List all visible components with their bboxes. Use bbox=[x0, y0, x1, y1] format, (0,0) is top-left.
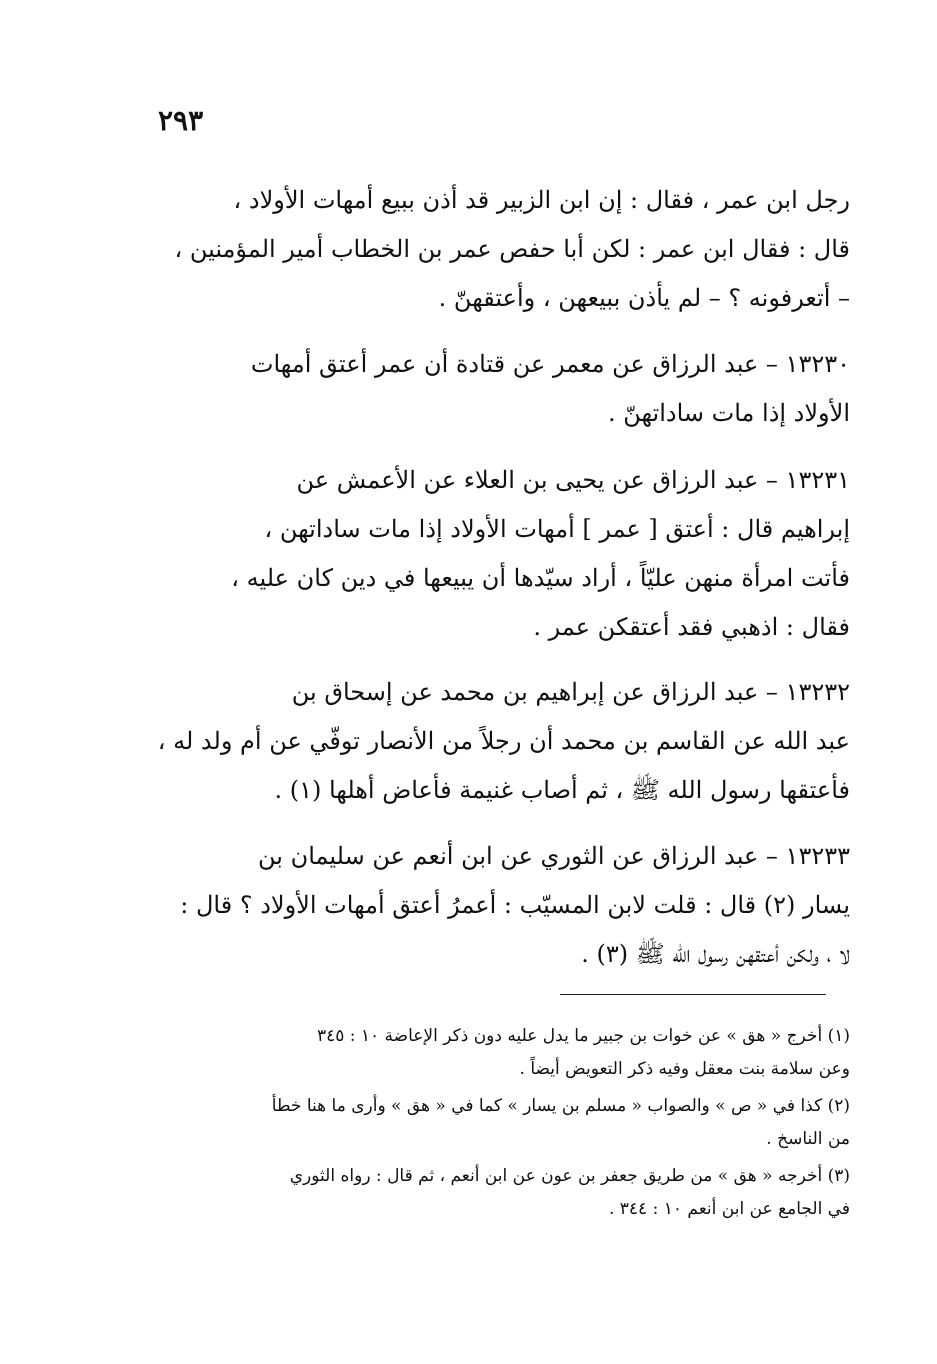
footnote-3 bbox=[150, 1160, 850, 1226]
footnote-line: وعن سلامة بنت معقل وفيه ذكر التعويض أيضاً . bbox=[519, 1059, 850, 1079]
footnote-line: (٢) كذا في « ص » والصواب « مسلم بن يسار » كما في « هق » وأرى ما هنا خطأ bbox=[271, 1096, 850, 1116]
text-line: قال : فقال ابن عمر : لكن أبا حفص عمر بن الخطاب أمير المؤمنين ، bbox=[174, 235, 850, 263]
paragraph-continuation bbox=[150, 176, 850, 323]
text-line: – أتعرفونه ؟ – لم يأذن ببيعهن ، وأعتقهنّ . bbox=[438, 284, 850, 312]
hadith-paragraph-13230 bbox=[150, 340, 850, 438]
footnote-divider bbox=[560, 994, 826, 995]
text-line: فأعتقها رسول الله ﷺ ، ثم أصاب غنيمة فأعاض أهلها (١) . bbox=[274, 776, 850, 804]
text-line: لا ، ولكن أعتقهن رسول الله ﷺ (٣) . bbox=[581, 940, 850, 968]
hadith-paragraph-13232 bbox=[150, 668, 850, 815]
footnote-line: (١) أخرج « هق » عن خوات بن جبير ما يدل عليه دون ذكر الإعاضة ١٠ : ٣٤٥ bbox=[316, 1026, 850, 1046]
text-line: ١٣٢٣١ – عبد الرزاق عن يحيى بن العلاء عن الأعمش عن bbox=[296, 466, 850, 494]
hadith-paragraph-13233 bbox=[150, 832, 850, 979]
hadith-paragraph-13231 bbox=[150, 456, 850, 652]
footnote-line: (٣) أخرجه « هق » من طريق جعفر بن عون عن ابن أنعم ، ثم قال : رواه الثوري bbox=[289, 1166, 850, 1186]
text-line: فأتت امرأة منهن عليّاً ، أراد سيّدها أن يبيعها في دين كان عليه ، bbox=[231, 564, 850, 592]
page-number: ٢٩٣ bbox=[158, 104, 204, 137]
footnote-line: من الناسخ . bbox=[766, 1129, 850, 1149]
text-line: يسار (٢) قال : قلت لابن المسيّب : أعمرُ أعتق أمهات الأولاد ؟ قال : bbox=[180, 891, 850, 919]
text-line: ١٣٢٣٣ – عبد الرزاق عن الثوري عن ابن أنعم عن سليمان بن bbox=[258, 842, 850, 870]
text-line: عبد الله عن القاسم بن محمد أن رجلاً من الأنصار توفّي عن أم ولد له ، bbox=[157, 727, 850, 755]
text-line: ١٣٢٣٠ – عبد الرزاق عن معمر عن قتادة أن عمر أعتق أمهات bbox=[250, 350, 850, 378]
footnote-2 bbox=[150, 1090, 850, 1156]
footnote-line: في الجامع عن ابن أنعم ١٠ : ٣٤٤ . bbox=[608, 1199, 850, 1219]
footnote-1 bbox=[150, 1020, 850, 1086]
text-line: الأولاد إذا مات ساداتهنّ . bbox=[607, 399, 850, 427]
text-line: فقال : اذهبي فقد أعتقكن عمر . bbox=[533, 613, 850, 641]
text-line: رجل ابن عمر ، فقال : إن ابن الزبير قد أذن ببيع أمهات الأولاد ، bbox=[233, 186, 850, 214]
text-line: إبراهيم قال : أعتق [ عمر ] أمهات الأولاد إذا مات ساداتهن ، bbox=[264, 515, 850, 543]
text-line: ١٣٢٣٢ – عبد الرزاق عن إبراهيم بن محمد عن إسحاق بن bbox=[291, 678, 850, 706]
